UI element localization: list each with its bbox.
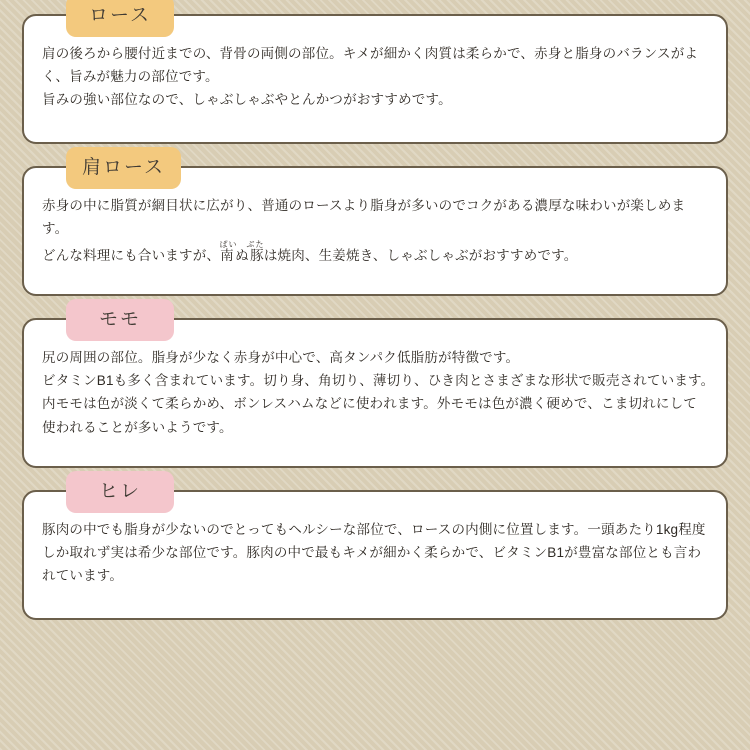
body-line: 旨みの強い部位なので、しゃぶしゃぶやとんかつがおすすめです。 [42, 92, 452, 108]
section-body-fillet [42, 518, 708, 588]
section-tab-fillet: ヒレ [66, 471, 174, 513]
ruby-annotation [219, 240, 265, 264]
section-card-shoulder-loin [22, 157, 728, 296]
section-tab-ham: モモ [66, 299, 174, 341]
ruby-reading: ぱい ぶた [219, 240, 265, 250]
body-line: 赤身の中に脂質が網目状に広がり、普通のロースより脂身が多いのでコクがある濃厚な味わいが楽しめます。 [42, 198, 686, 237]
section-card-fillet [22, 481, 728, 620]
body-text-suffix: は焼肉、生姜焼き、しゃぶしゃぶがおすすめです。 [263, 248, 578, 264]
body-text-prefix: どんな料理にも合いますが、 [42, 248, 221, 264]
body-line: ビタミンB1も多く含まれています。切り身、角切り、薄切り、ひき肉とさまざまな形状で販売されています。 内モモは色が淡くて柔らかめ、ボンレスハムなどに使われます。外モモは色が濃く硬めで、こま切れにして使われることが多いようです。 [42, 373, 722, 435]
body-line: 肩の後ろから腰付近までの、背骨の両側の部位。キメが細かく肉質は柔らかで、赤身と脂身のバランスがよく、旨みが魅力の部位です。 [42, 46, 699, 85]
ruby-base: 南ぬ豚 [219, 248, 265, 264]
section-body-shoulder-loin [42, 194, 708, 268]
section-body-ham [42, 346, 722, 439]
body-line-with-ruby [42, 240, 708, 267]
section-body-loin [42, 42, 708, 112]
body-line: 尻の周囲の部位。脂身が少なく赤身が中心で、高タンパク低脂肪が特徴です。 [42, 350, 520, 365]
section-card-ham [22, 309, 728, 468]
body-line: 豚肉の中でも脂身が少ないのでとってもヘルシーな部位で、ロースの内側に位置します。一頭あたり1kg程度しか取れず実は希少な部位です。豚肉の中で最もキメが細かく柔らかで、ビタミンB1が豊富な部位とも言われています。 [42, 522, 706, 584]
section-tab-shoulder-loin: 肩ロース [66, 147, 181, 189]
section-card-loin [22, 5, 728, 144]
section-tab-loin: ロース [66, 0, 174, 37]
